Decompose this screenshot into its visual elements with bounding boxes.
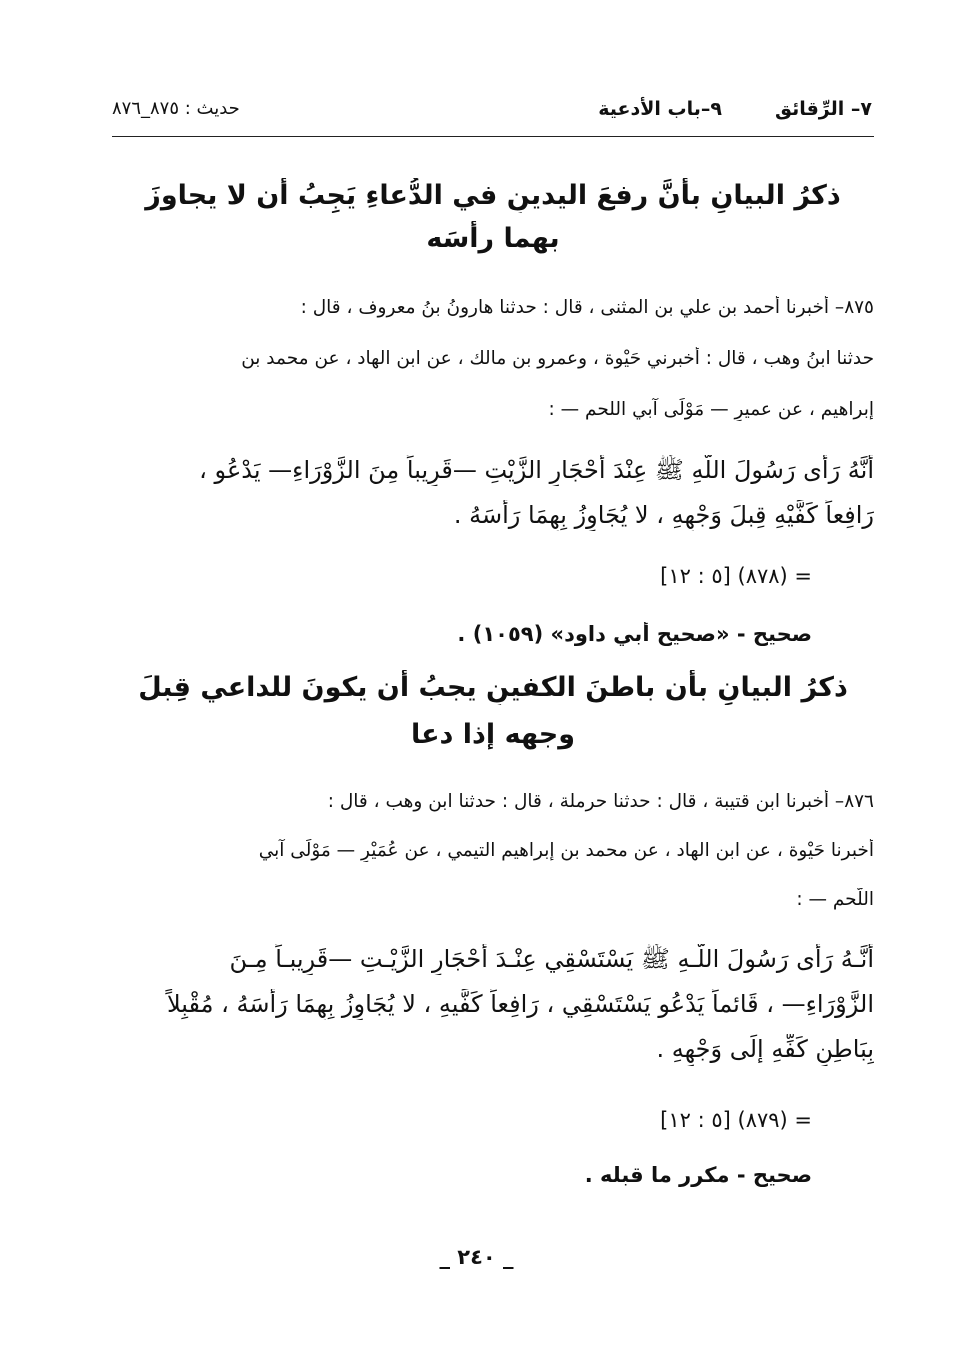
hadith-range: حديث : ٨٧٥_٨٧٦: [112, 98, 240, 119]
section-title-line: ذكرُ البيانِ بأن باطنَ الكفينِ يجبُ أن يكونَ للداعي قِبلَ: [138, 672, 848, 703]
hadith-grade: صحيح - «صحيح أبي داود» (١٠٥٩) .: [457, 622, 812, 646]
isnad-line: حدثنا ابنُ وهب ، قال : أخبرني حَيْوة ، وعمرو بن مالك ، عن ابن الهاد ، عن محمد بن: [241, 348, 874, 370]
hadith-text: [112, 944, 874, 1066]
isnad: [112, 790, 874, 911]
hadith-line: أَنَّـهُ رَأَى رَسُولَ اللّـهِ ﷺ يَسْتَسْقِي عِنْـدَ أَحْجَارِ الزَّيْـتِ —قَرِيبـاً مِـنَ: [229, 945, 874, 973]
isnad-line: إبراهيم ، عن عميرٍ — مَوْلَى آبي اللحم — :: [548, 399, 874, 421]
header-rule: [112, 136, 874, 137]
isnad: [112, 296, 874, 421]
section-title: [112, 178, 874, 256]
chapter-title: ٩–باب الأدعية: [598, 98, 722, 120]
running-header: [112, 98, 872, 128]
isnad-line: ٨٧٦– أخبرنا ابن قتيبة ، قال : حدثنا حرملة ، قال : حدثنا ابن وهب ، قال :: [327, 791, 874, 812]
hadith-line: بِبَاطِنِ كَفِّهِ إلَى وَجْهِهِ .: [656, 1035, 874, 1064]
section-title: [112, 670, 874, 752]
isnad-line: أخبرنا حَيْوة ، عن ابن الهاد ، عن محمد بن إبراهيم التيمي ، عن عُمَيْرٍ — مَوْلَى آبي: [258, 840, 874, 862]
section-title-line: بهما رأسَه: [426, 223, 560, 255]
isnad-line: ٨٧٥– أخبرنا أحمد بن علي بن المثنى ، قال : حدثنا هارونُ بنُ معروف ، قال :: [300, 297, 874, 318]
hadith-line: الزَّوْرَاءِ— ، قَائماً يَدْعُو يَسْتَسْقِي ، رَافِعاً كَفَّيهِ ، لا يُجَاوِزُ بِهِمَا رَأْسَهُ ، مُقْبِلاً: [166, 990, 874, 1019]
hadith-line: أَنَّهُ رَأَى رَسُولَ اللّهِ ﷺ عِنْدَ أَحْجَارِ الزَّيْتِ —قَرِيباً مِنَ الزَّوْرَاءِ— يَدْعُو ،: [199, 456, 874, 484]
book-title: ٧– الرِّقائق: [774, 98, 872, 120]
hadith-text: [112, 455, 874, 531]
cross-reference: = (٨٧٩) [٥ : ١٢]: [660, 1108, 812, 1132]
page-number: _ ٢٤٠ _: [439, 1245, 514, 1269]
cross-reference: = (٨٧٨) [٥ : ١٢]: [660, 564, 812, 588]
section-title-line: ذكرُ البيانِ بأنَّ رفعَ اليدينِ في الدُّعاءِ يَجِبُ أن لا يجاوزَ: [145, 180, 841, 211]
isnad-line: اللَّحم — :: [796, 889, 874, 911]
hadith-grade: صحيح - مكرر ما قبله .: [584, 1163, 812, 1187]
section-title-line: وجهه إذا دعا: [410, 719, 576, 751]
hadith-line: رَافِعاً كَفَّيْهِ قِبلَ وَجْهِهِ ، لا يُجَاوِزُ بِهِمَا رَأْسَهُ .: [453, 501, 874, 530]
